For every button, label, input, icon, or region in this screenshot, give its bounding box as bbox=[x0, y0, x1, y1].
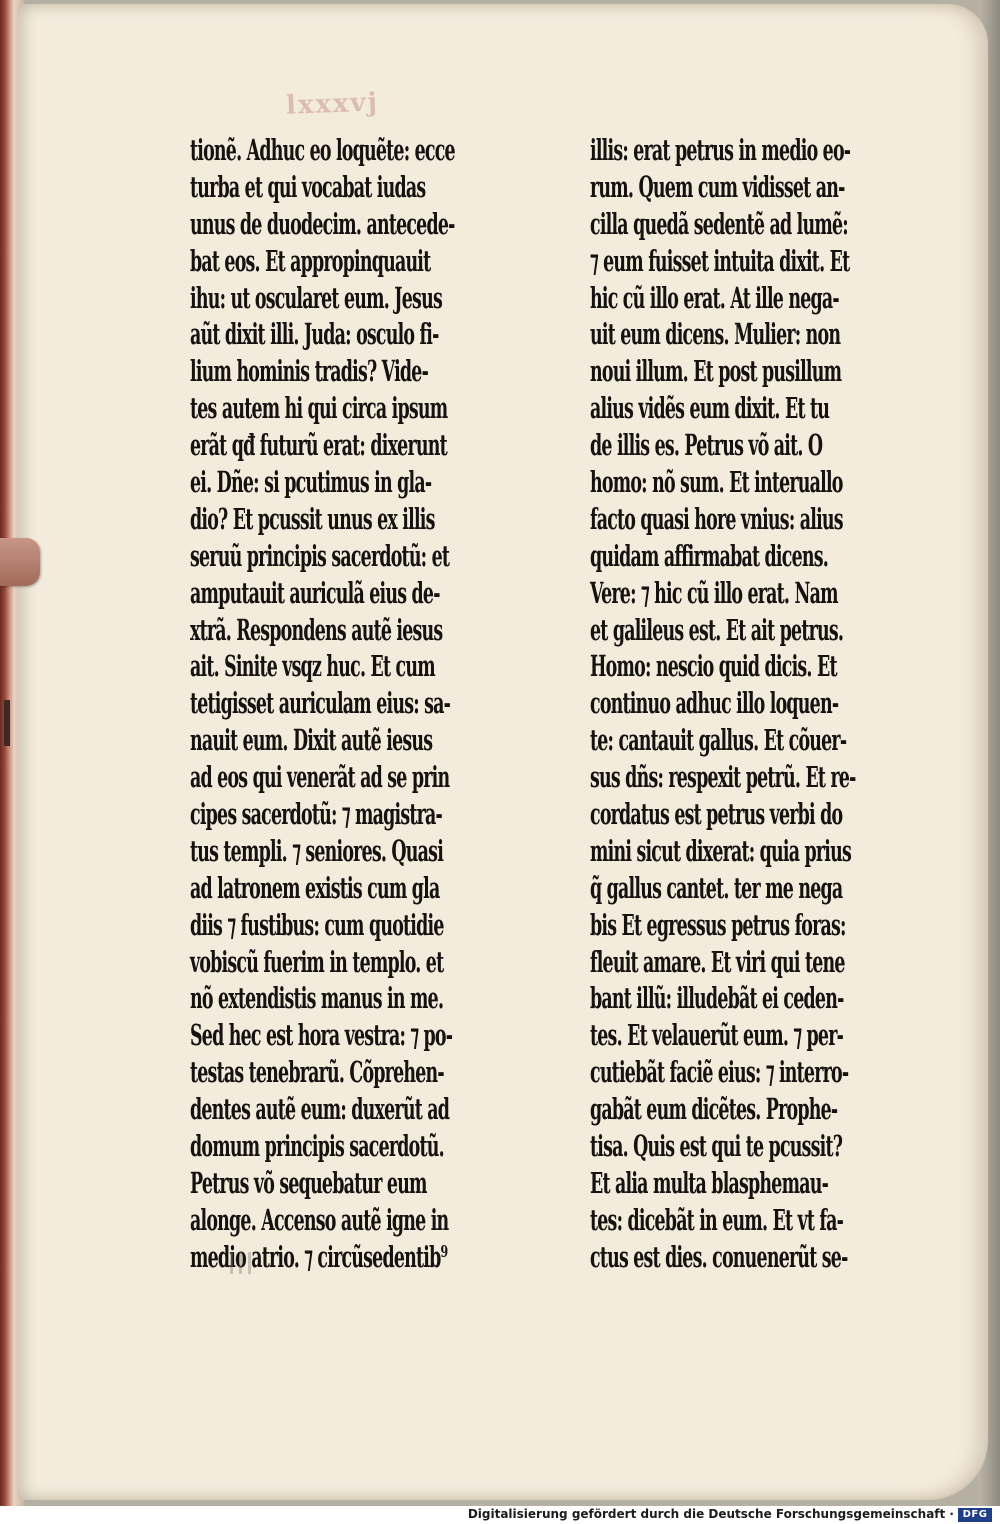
text-line: tes: dicebãt in eum. Et vt fa- bbox=[590, 1202, 844, 1237]
text-line: q̃ gallus cantet. ter me nega bbox=[590, 870, 843, 905]
text-line: erãt qđ futurũ erat: dixerunt bbox=[190, 428, 447, 463]
text-line: nauit eum. Dixit autẽ iesus bbox=[190, 723, 433, 758]
text-line: domum principis sacerdotũ. bbox=[190, 1129, 444, 1164]
text-line: te: cantauit gallus. Et cõuer- bbox=[590, 723, 847, 758]
text-line: tionẽ. Adhuc eo loquẽte: ecce bbox=[190, 133, 455, 167]
dfg-logo: DFG bbox=[958, 1508, 992, 1522]
text-line: dio? Et pcussit unus ex illis bbox=[190, 501, 435, 536]
text-line: cipes sacerdotũ: ⁊ magistra- bbox=[190, 797, 442, 832]
text-line: tetigisset auriculam eius: sa- bbox=[190, 686, 451, 721]
text-line: medio atrio. ⁊ circũsedentib⁹ bbox=[190, 1239, 448, 1274]
text-line: noui illum. Et post pusillum bbox=[590, 354, 842, 389]
text-line: diis ⁊ fustibus: cum quotidie bbox=[190, 907, 444, 942]
text-line: Vere: ⁊ hic cũ illo erat. Nam bbox=[590, 575, 838, 610]
text-line: alius vidẽs eum dixit. Et tu bbox=[590, 391, 830, 426]
text-line: tes. Et velauerũt eum. ⁊ per- bbox=[590, 1018, 844, 1053]
bookmark-tab bbox=[0, 538, 40, 586]
text-line: Et alia multa blasphemau- bbox=[590, 1165, 829, 1200]
text-line: et galileus est. Et ait petrus. bbox=[590, 612, 844, 647]
text-line: illis: erat petrus in medio eo- bbox=[590, 133, 851, 167]
text-line: turba et qui vocabat iudas bbox=[190, 169, 426, 204]
text-line: bat eos. Et appropinquauit bbox=[190, 243, 431, 278]
text-line: testas tenebrarũ. Cõprehen- bbox=[190, 1055, 444, 1090]
text-line: ctus est dies. conuenerũt se- bbox=[590, 1239, 848, 1274]
text-line: Petrus võ sequebatur eum bbox=[190, 1165, 427, 1200]
stray-ink-mark bbox=[230, 1252, 260, 1278]
footer-credit: Digitalisierung gefördert durch die Deutsche Forschungsgemeinschaft · bbox=[467, 1507, 954, 1521]
text-line: seruũ principis sacerdotũ: et bbox=[190, 538, 450, 573]
text-line: tes autem hi qui circa ipsum bbox=[190, 391, 448, 426]
text-line: homo: nõ sum. Et interuallo bbox=[590, 465, 843, 500]
text-line: mini sicut dixerat: quia prius bbox=[590, 833, 852, 868]
text-line: bis Et egressus petrus foras: bbox=[590, 907, 846, 942]
text-line: aũt dixit illi. Juda: osculo fi- bbox=[190, 317, 439, 352]
text-line: ait. Sinite vsqz huc. Et cum bbox=[190, 649, 435, 684]
text-line: sus dñs: respexit petrũ. Et re- bbox=[590, 760, 856, 795]
text-line: bant illũ: illudebãt ei ceden- bbox=[590, 981, 844, 1016]
text-line: cutiebãt faciẽ eius: ⁊ interro- bbox=[590, 1055, 849, 1090]
text-line: continuo adhuc illo loquen- bbox=[590, 686, 839, 721]
footer-bar bbox=[0, 1506, 1000, 1524]
text-line: quidam affirmabat dicens. bbox=[590, 538, 829, 573]
text-line: cilla quedã sedentẽ ad lumẽ: bbox=[590, 206, 848, 241]
text-line: unus de duodecim. antecede- bbox=[190, 206, 455, 241]
text-line: hic cũ illo erat. At ille nega- bbox=[590, 280, 839, 315]
text-line: Homo: nescio quid dicis. Et bbox=[590, 649, 837, 684]
text-line: ihu: ut oscularet eum. Jesus bbox=[190, 280, 442, 315]
text-line: Sed hec est hora vestra: ⁊ po- bbox=[190, 1018, 453, 1053]
text-line: facto quasi hore vnius: alius bbox=[590, 501, 843, 536]
text-column-right bbox=[590, 132, 955, 1276]
text-line: amputauit auriculã eius de- bbox=[190, 575, 440, 610]
text-line: lium hominis tradis? Vide- bbox=[190, 354, 429, 389]
text-line: uit eum dicens. Mulier: non bbox=[590, 317, 841, 352]
text-line: de illis es. Petrus võ ait. O bbox=[590, 428, 823, 463]
folio-number: lxxxvj bbox=[285, 87, 380, 121]
text-line: gabãt eum dicẽtes. Prophe- bbox=[590, 1092, 838, 1127]
text-line: tisa. Quis est qui te pcussit? bbox=[590, 1129, 843, 1164]
text-line: xtrã. Respondens autẽ iesus bbox=[190, 612, 443, 647]
text-column-left bbox=[190, 132, 555, 1276]
text-line: vobiscũ fuerim in templo. et bbox=[190, 944, 444, 979]
text-line: dentes autẽ eum: duxerũt ad bbox=[190, 1092, 450, 1127]
text-line: fleuit amare. Et viri qui tene bbox=[590, 944, 845, 979]
text-line: ad eos qui venerãt ad se prin bbox=[190, 760, 450, 795]
spine-mark bbox=[4, 700, 10, 746]
text-line: ad latronem existis cum gla bbox=[190, 870, 440, 905]
text-line: rum. Quem cum vidisset an- bbox=[590, 169, 845, 204]
text-line: ei. Dñe: si pcutimus in gla- bbox=[190, 465, 432, 500]
text-line: ⁊ eum fuisset intuita dixit. Et bbox=[590, 243, 850, 278]
text-line: tus templi. ⁊ seniores. Quasi bbox=[190, 833, 444, 868]
text-line: cordatus est petrus verbi do bbox=[590, 797, 843, 832]
text-line: alonge. Accenso autẽ igne in bbox=[190, 1202, 449, 1237]
text-line: nõ extendistis manus in me. bbox=[190, 981, 444, 1016]
